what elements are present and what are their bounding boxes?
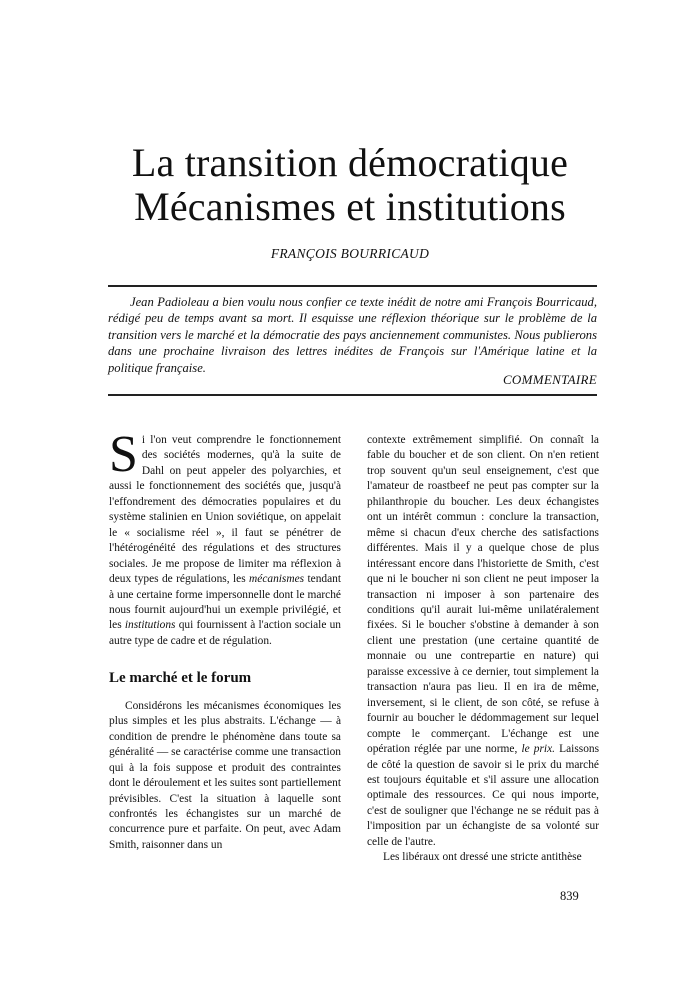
body-paragraph: Les libéraux ont dressé une stricte antithèse	[383, 851, 582, 864]
emphasis-institutions: institutions	[124, 619, 176, 632]
editorial-intro	[108, 294, 597, 376]
page-number: 839	[560, 889, 579, 903]
article-title	[0, 141, 700, 229]
title-line-2: Mécanismes et institutions	[134, 184, 566, 229]
body-column-right	[367, 433, 599, 866]
intro-signature: COMMENTAIRE	[502, 372, 597, 387]
title-line-1: La transition démocratique	[131, 140, 569, 185]
section-heading: Le marché et le forum	[109, 670, 252, 687]
emphasis-mecanismes: mécanismes	[249, 573, 305, 586]
top-divider	[108, 285, 597, 287]
drop-cap: S	[109, 426, 138, 483]
emphasis-le-prix: le prix.	[521, 743, 556, 756]
body-paragraph-continued: contexte extrêmement simplifié. On connaît la fable du boucher et de son client. On n'en retient trop souvent qu'un seul enseignement, c'est que l'amateur de roastbeef ne peut pas compter sur la philanthropie du boucher. Les deux échangistes ont un intérêt commun : conclure la transaction, même si chacun d'eux cherche des satisfactions différentes. Mais il y a quelque chose de plus intéressant encore dans l'historiette de Smith, c'est que ni le boucher ni son client ne peut imposer la transaction ni imposer à son partenaire des conditions qu'il aurait lui-même unilatéralement fixées. Si le boucher s'obstine à demander à son client une prestation (une certaine quantité de monnaie ou une contrepartie en nature) qui paraisse excessive à ce dernier, tout simplement la transaction n'aura pas lieu. Il en ira de même, inversement, si le client, de son côté, se refuse à fournir au boucher le dédommagement sur lequel compte le commerçant. L'échange est une opération réglée par une norme, le prix. Laissons de côté la question de savoir si le prix du marché est toujours équitable et s'il assure une allocation optimale des ressources. Ce qui nous importe, c'est de souligner que l'échange ne se réduit pas à l'imposition par un échangiste de sa volonté sur celle de l'autre.	[367, 434, 600, 848]
intro-text: Jean Padioleau a bien voulu nous confier ce texte inédit de notre ami François Bourricaud, rédigé peu de temps avant sa mort. Il esquisse une réflexion théorique sur le problème de la transition vers le marché et la démocratie des pays anciennement communistes. Nous publierons dans une prochaine livraison des lettres inédites de François sur l'Amérique latine et la politique française.	[108, 295, 597, 375]
bottom-divider	[108, 394, 597, 396]
body-paragraph: Considérons les mécanismes économiques les plus simples et les plus abstraits. L'échange — à condition de prendre le phénomène dans toute sa généralité — se caractérise comme une transaction qui à la fois suppose et produit des contraintes dont le déroulement et les suites sont partiellement prévisibles. C'est la situation à laquelle sont confrontés les échangistes sur un marché de concurrence pure et parfaite. On peut, avec Adam Smith, raisonner dans un	[109, 699, 341, 851]
opening-paragraph: Si l'on veut comprendre le fonctionnement des sociétés modernes, qu'à la suite de Dahl on peut appeler des polyarchies, et aussi le fonctionnement des sociétés que, jusqu'à l'effondrement des démocraties populaires et du système stalinien en Union soviétique, on appelait le « socialisme réel », il faut se pénétrer de l'hétérogénéité des régulations et des structures sociales. Je me propose de limiter ma réflexion à deux types de régulations, les mécanismes tendant à une certaine forme impersonnelle dont le marché nous fournit aujourd'hui un exemple privilégié, et les institutions qui fournissent à l'action sociale un autre type de cadre et de régulation.	[109, 426, 341, 647]
author-name: FRANÇOIS BOURRICAUD	[270, 246, 430, 261]
body-column-left	[109, 426, 341, 853]
